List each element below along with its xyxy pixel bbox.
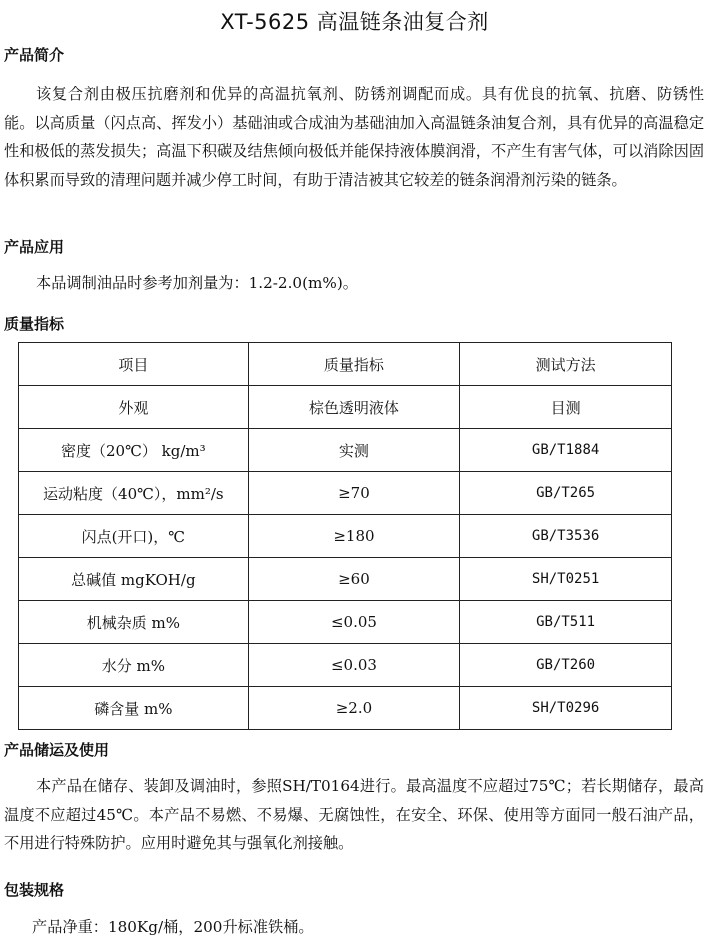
table-row [19,515,672,558]
table-cell: 机械杂质 m% [19,601,249,644]
table-row [19,601,672,644]
table-cell: GB/T3536 [460,515,672,558]
table-cell: 棕色透明液体 [248,386,460,429]
table-row [19,472,672,515]
table-cell: GB/T265 [460,472,672,515]
table-row [19,429,672,472]
table-cell: SH/T0296 [460,687,672,730]
table-cell: 密度（20℃） kg/m³ [19,429,249,472]
intro-paragraph: 该复合剂由极压抗磨剂和优异的高温抗氧剂、防锈剂调配而成。具有优良的抗氧、抗磨、防锈性能。以高质量（闪点高、挥发小）基础油或合成油为基础油加入高温链条油复合剂，具有优异的高温稳定性和极低的蒸发损失；高温下积碳及结焦倾向极低并能保持液体膜润滑，不产生有害气体，可以消除因固体积累而导致的清理问题并减少停工时间，有助于清洁被其它较差的链条润滑剂污染的链条。 [4,85,704,189]
table-cell: GB/T511 [460,601,672,644]
packing-heading: 包装规格 [4,881,65,899]
table-cell: 实测 [248,429,460,472]
quality-heading: 质量指标 [4,315,65,333]
table-cell: GB/T260 [460,644,672,687]
table-cell: 运动粘度（40℃），mm²/s [19,472,249,515]
table-row [19,687,672,730]
table-cell: ≥70 [248,472,460,515]
table-header-cell: 质量指标 [248,343,460,386]
document-title: XT-5625 高温链条油复合剂 [220,10,489,34]
table-cell: SH/T0251 [460,558,672,601]
table-row [19,644,672,687]
table-cell: 磷含量 m% [19,687,249,730]
table-cell: ≥2.0 [248,687,460,730]
table-header-cell: 项目 [19,343,249,386]
intro-heading: 产品简介 [4,46,65,64]
table-cell: ≥60 [248,558,460,601]
table-cell: 目测 [460,386,672,429]
table-header-row [19,343,672,386]
table-cell: ≤0.03 [248,644,460,687]
storage-paragraph: 本产品在储存、装卸及调油时，参照SH/T0164进行。最高温度不应超过75℃；若长期储存，最高温度不应超过45℃。本产品不易燃、不易爆、无腐蚀性，在安全、环保、使用等方面同一般石油产品，不用进行特殊防护。应用时避免其与强氧化剂接触。 [4,777,704,852]
table-cell: 水分 m% [19,644,249,687]
usage-paragraph: 本品调制油品时参考加剂量为：1.2-2.0(m%)。 [36,274,358,292]
table-cell: 总碱值 mgKOH/g [19,558,249,601]
table-cell: 闪点(开口)，℃ [19,515,249,558]
quality-spec-table [18,342,672,730]
table-cell: GB/T1884 [460,429,672,472]
packing-paragraph: 产品净重：180Kg/桶，200升标准铁桶。 [32,918,314,936]
table-row [19,558,672,601]
table-cell: 外观 [19,386,249,429]
storage-heading: 产品储运及使用 [4,741,110,759]
usage-heading: 产品应用 [4,238,65,256]
table-header-cell: 测试方法 [460,343,672,386]
table-row [19,386,672,429]
table-cell: ≤0.05 [248,601,460,644]
table-cell: ≥180 [248,515,460,558]
